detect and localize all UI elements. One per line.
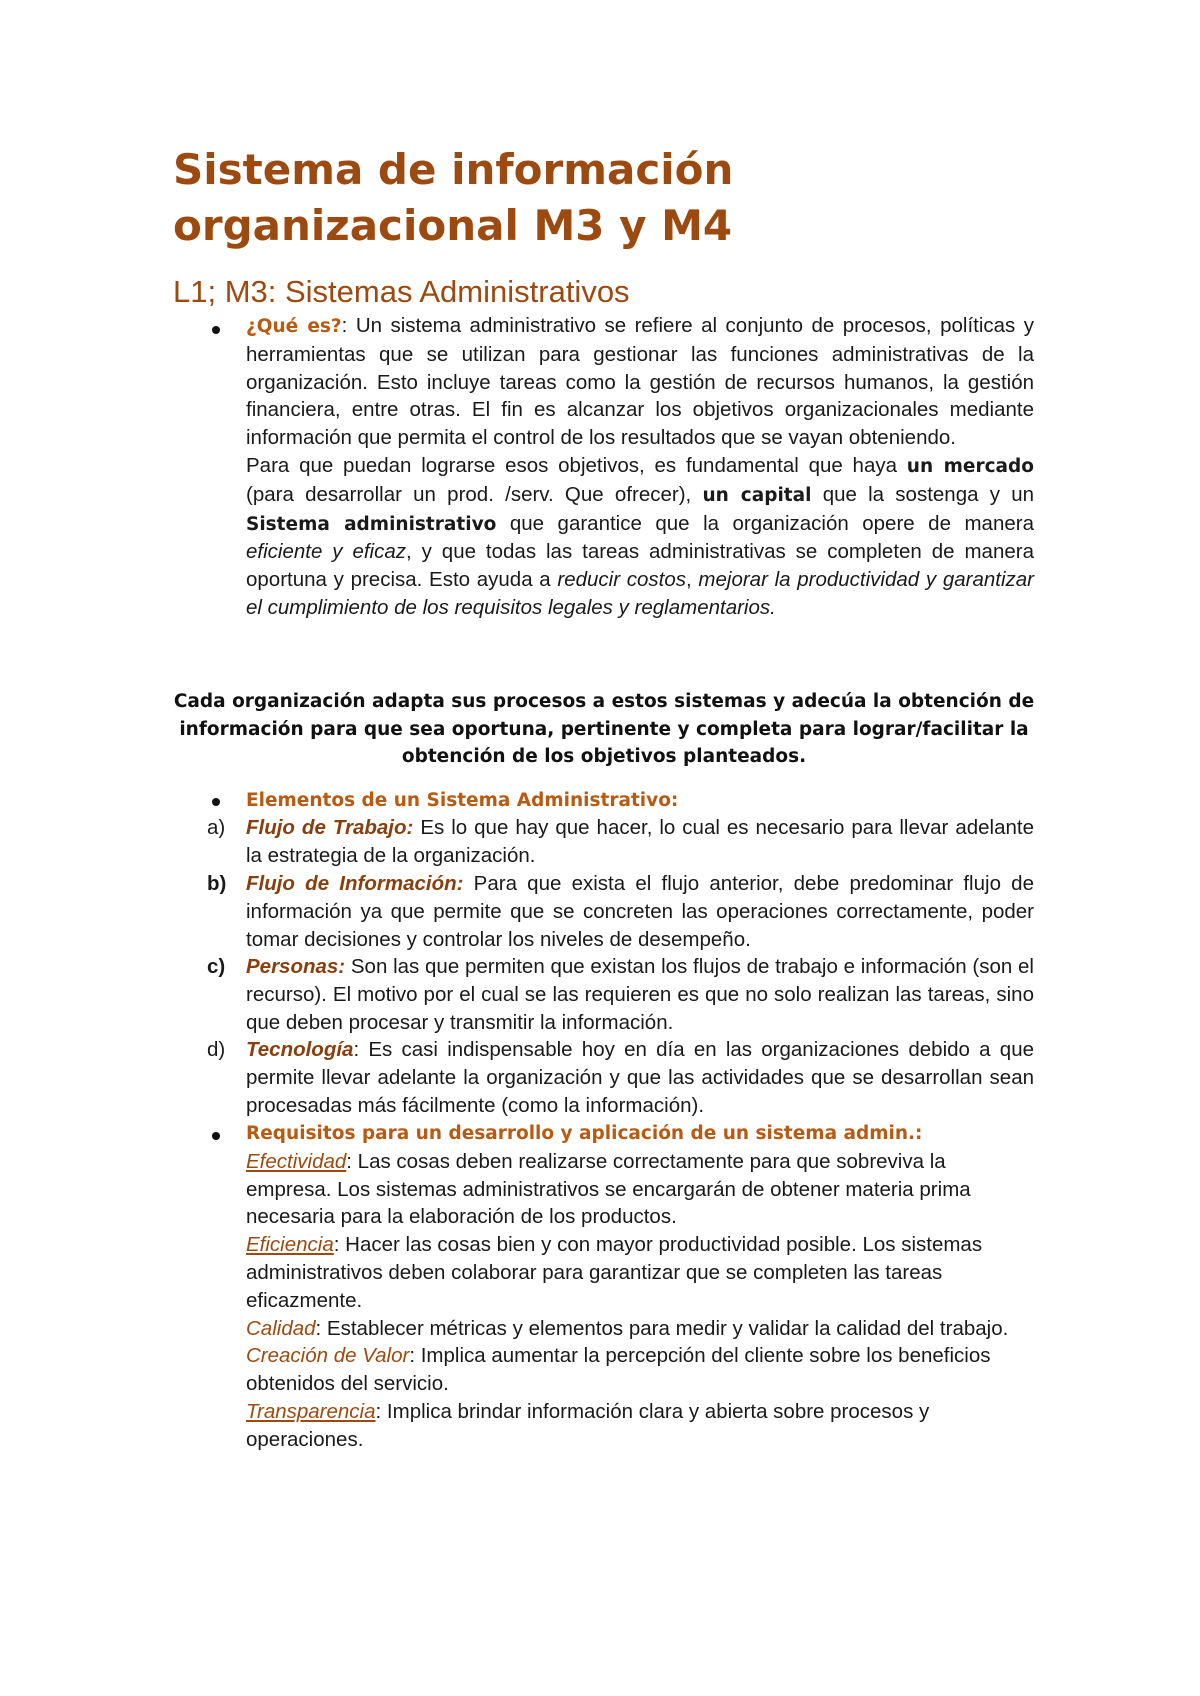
italic-run: eficiente y eficaz [246, 540, 407, 564]
elemento-text: : Es casi indispensable hoy en día en las organizaciones debido a que permite llevar adelante la organización y que las actividades que se desarrollan sean procesadas más fácilmente (como la información). [246, 1038, 1034, 1117]
bold-run: un capital [702, 484, 812, 506]
bold-run: Sistema administrativo [246, 513, 497, 535]
elemento-item-d [246, 1036, 1034, 1119]
elemento-label: Tecnología [246, 1038, 354, 1061]
elemento-text: Es lo que hay que hacer, lo cual es necesario para llevar adelante la estrategia de la organización. [246, 816, 1034, 867]
center-summary: Cada organización adapta sus procesos a estos sistemas y adecúa la obtención de información para que sea oportuna, pertinente y completa para lograr/facilitar la obtención de los objetivos planteados. [173, 691, 1035, 767]
requisito-label: Eficiencia [246, 1233, 334, 1257]
elemento-text: Para que exista el flujo anterior, debe predominar flujo de información ya que permite que se concreten las operaciones correctamente, poder tomar decisiones y controlar los niveles de desempeño. [246, 872, 1034, 951]
requisito-item [246, 1231, 1034, 1314]
elemento-item-a [246, 814, 1034, 870]
italic-run: reducir costos [557, 568, 687, 592]
elemento-label: Personas: [246, 955, 346, 978]
title-line-2: organizacional M3 y M4 [173, 201, 733, 250]
requisito-label: Calidad [246, 1316, 316, 1340]
marker-a: a) [207, 816, 226, 839]
elemento-text: Son las que permiten que existan los flujos de trabajo e información (son el recurso). El motivo por el cual se las requieren es que no solo realizan las tareas, sino que deben procesar y transmitir la información. [246, 955, 1034, 1034]
marker-d: d) [207, 1038, 226, 1061]
requisito-item [246, 1148, 1034, 1231]
que-es-paragraph-2 [246, 452, 1034, 622]
que-es-section [246, 312, 1034, 622]
requisito-item [246, 1398, 1034, 1454]
text-run: que garantice que la organización opere de manera [496, 511, 1034, 535]
bullet-dot-icon [212, 326, 220, 334]
elemento-item-c [246, 953, 1034, 1036]
marker-c: c) [207, 955, 226, 978]
elementos-heading: Elementos de un Sistema Administrativo: [246, 790, 679, 811]
requisito-label: Efectividad [246, 1149, 347, 1173]
que-es-paragraph [246, 312, 1034, 452]
title-line-1: Sistema de información [173, 145, 734, 194]
section-heading: L1; M3: Sistemas Administrativos [173, 274, 630, 309]
elemento-label: Flujo de Trabajo: [246, 816, 414, 839]
requisito-label: Transparencia [246, 1399, 376, 1423]
requisito-text: : Las cosas deben realizarse correctamente para que sobreviva la empresa. Los sistemas administrativos se encargarán de obtener materia prima necesaria para la elaboración de los productos. [246, 1149, 971, 1229]
italic-run: mejorar la productividad y garantizar el cumplimiento de los requisitos legales y reglamentarios. [246, 568, 1034, 619]
text-run: que la sostenga y un [811, 482, 1034, 506]
requisito-item [246, 1315, 1034, 1343]
requisitos-heading: Requisitos para un desarrollo y aplicación de un sistema admin.: [246, 1123, 923, 1144]
bold-run: un mercado [906, 455, 1034, 477]
requisito-text: : Implica brindar información clara y abierta sobre procesos y operaciones. [246, 1399, 930, 1451]
text-run: Para que puedan lograrse esos objetivos, es fundamental que haya [246, 453, 907, 477]
bullet-dot-icon [212, 1132, 220, 1140]
requisito-label: Creación de Valor [246, 1344, 410, 1368]
elemento-item-b [246, 870, 1034, 953]
text-run: , y que todas las tareas administrativas se completen de manera oportuna y precisa. Esto ayuda a [246, 540, 1034, 592]
text-run: , [686, 568, 699, 592]
document-title [173, 142, 733, 254]
marker-b: b) [207, 872, 227, 895]
requisito-item [246, 1342, 1034, 1398]
requisitos-section [246, 1119, 1034, 1454]
elemento-label: Flujo de Información: [246, 872, 464, 895]
text-run: (para desarrollar un prod. /serv. Que ofrecer), [246, 482, 703, 506]
requisito-text: : Hacer las cosas bien y con mayor productividad posible. Los sistemas administrativos deben colaborar para garantizar que se completen las tareas eficazmente. [246, 1233, 983, 1312]
requisito-text: : Implica aumentar la percepción del cliente sobre los beneficios obtenidos del servicio. [246, 1344, 991, 1396]
que-es-text: : Un sistema administrativo se refiere al conjunto de procesos, políticas y herramientas que se utilizan para gestionar las funciones administrativas de la organización. Esto incluye tareas como la gestión de recursos humanos, la gestión financiera, entre otras. El fin es alcanzar los objetivos organizacionales mediante información que permita el control de los resultados que se vayan obteniendo. [246, 314, 1034, 450]
elementos-heading-block [246, 786, 1034, 815]
bullet-dot-icon [212, 798, 220, 806]
requisito-text: : Establecer métricas y elementos para medir y validar la calidad del trabajo. [315, 1316, 1009, 1340]
que-es-label: ¿Qué es? [246, 316, 342, 337]
